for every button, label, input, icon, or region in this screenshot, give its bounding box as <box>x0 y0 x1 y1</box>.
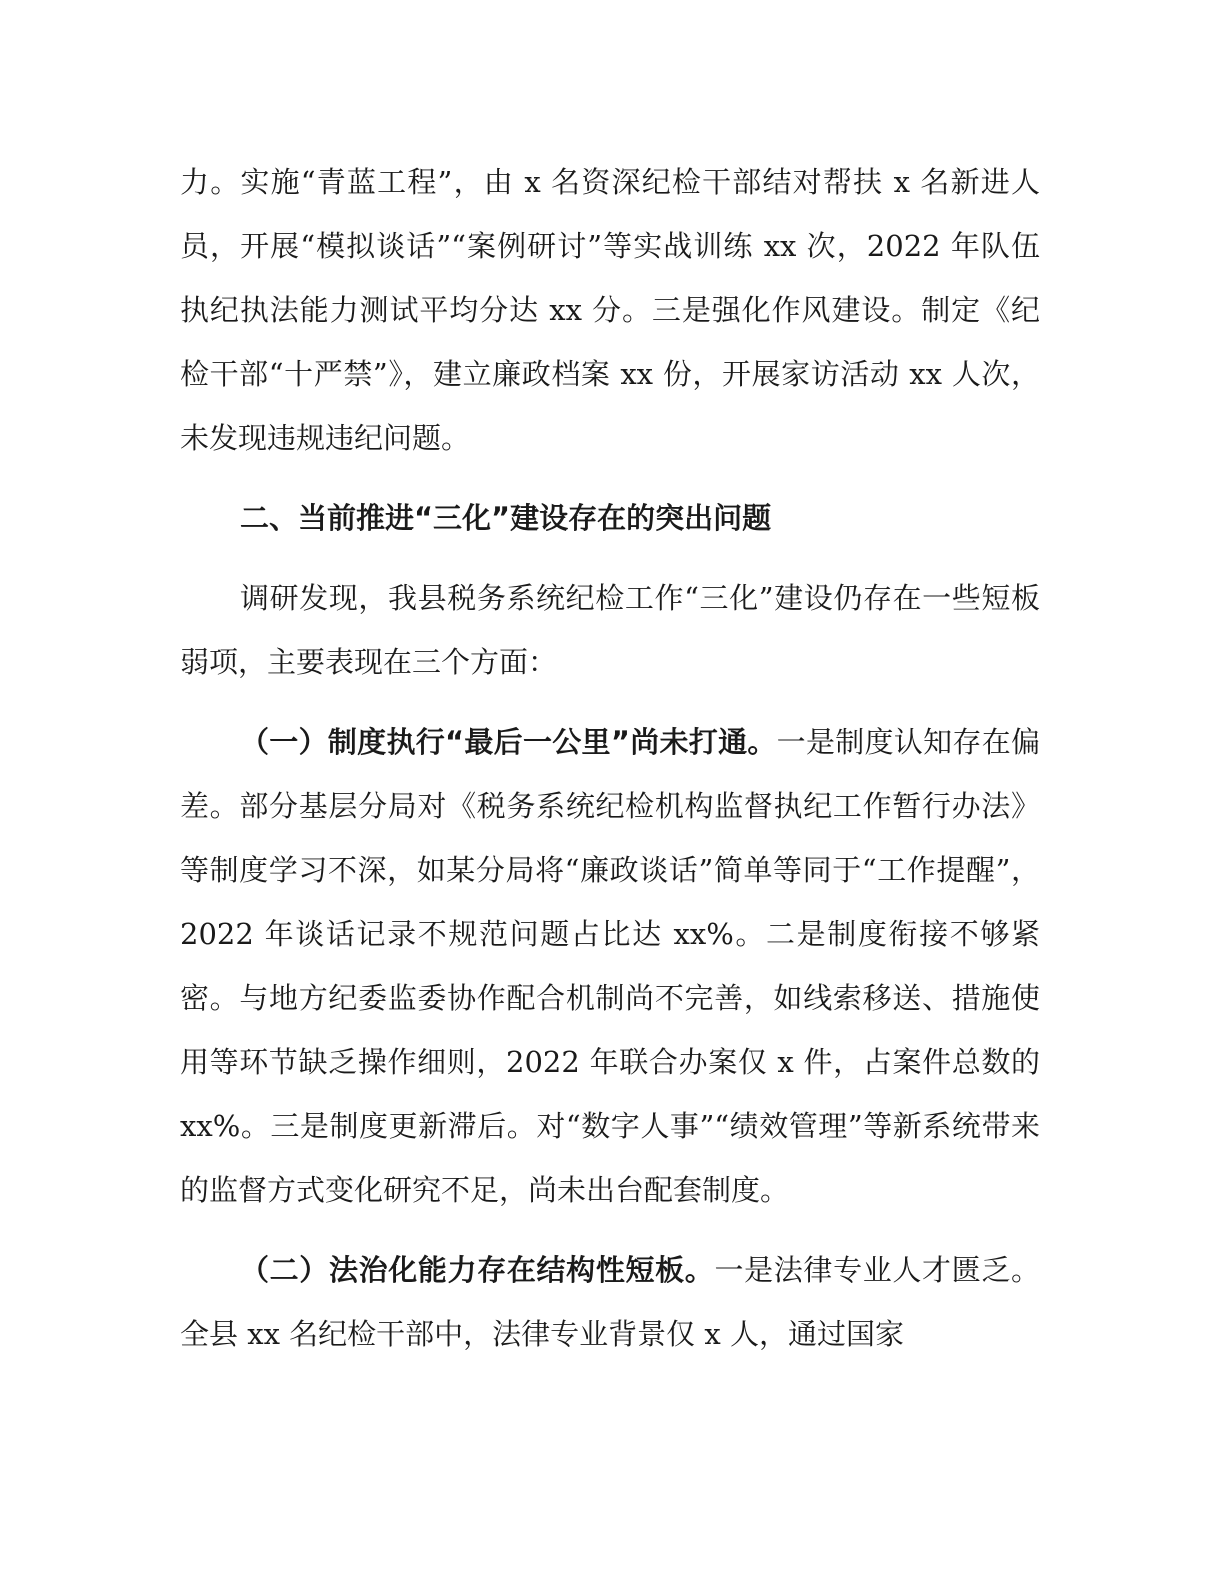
section-heading: 二、当前推进“三化”建设存在的突出问题 <box>240 501 772 535</box>
intro-paragraph: 调研发现，我县税务系统纪检工作“三化”建设仍存在一些短板弱项，主要表现在三个方面： <box>180 581 1040 679</box>
subsection-2-title: （二）法治化能力存在结构性短板。 <box>240 1253 715 1287</box>
subsection-2-paragraph <box>180 1238 1040 1366</box>
subsection-1-title: （一）制度执行“最后一公里”尚未打通。 <box>240 725 777 759</box>
document-body <box>180 150 1040 1366</box>
continuation-paragraph: 力。实施“青蓝工程”，由 x 名资深纪检干部结对帮扶 x 名新进人员，开展“模拟谈话”“案例研讨”等实战训练 xx 次，2022 年队伍执纪执法能力测试平均分达 xx 分。三是强化作风建设。制定《纪检干部“十严禁”》，建立廉政档案 xx 份，开展家访活动 xx 人次，未发现违规违纪问题。 <box>180 165 1040 455</box>
subsection-1-body: 一是制度认知存在偏差。部分基层分局对《税务系统纪检机构监督执纪工作暂行办法》等制度学习不深，如某分局将“廉政谈话”简单等同于“工作提醒”，2022 年谈话记录不规范问题占比达 xx%。二是制度衔接不够紧密。与地方纪委监委协作配合机制尚不完善，如线索移送、措施使用等环节缺乏操作细则，2022 年联合办案仅 x 件，占案件总数的 xx%。三是制度更新滞后。对“数字人事”“绩效管理”等新系统带来的监督方式变化研究不足，尚未出台配套制度。 <box>180 725 1040 1207</box>
subsection-1-paragraph <box>180 710 1040 1222</box>
subsection-2-body: 一是法律专业人才匮乏。全县 xx 名纪检干部中，法律专业背景仅 x 人，通过国家 <box>180 1253 1040 1351</box>
